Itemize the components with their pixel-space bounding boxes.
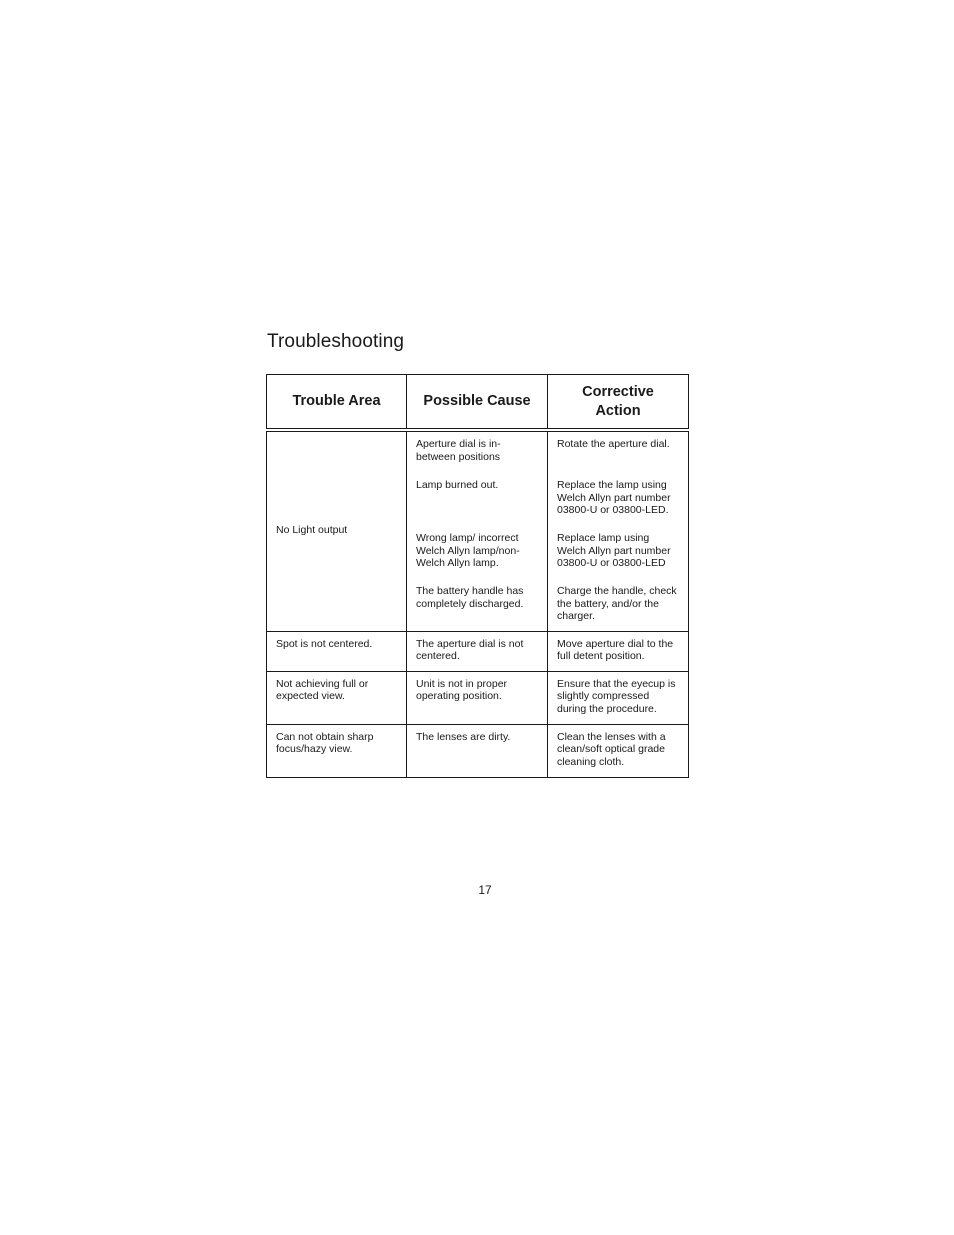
possible-cause-cell (407, 430, 548, 631)
table-row (267, 430, 689, 631)
possible-cause-cell: The aperture dial is not centered. (407, 631, 548, 671)
corrective-action-cell: Ensure that the eyecup is slightly compressed during the procedure. (548, 671, 689, 724)
corrective-action-cell: Clean the lenses with a clean/soft optical grade cleaning cloth. (548, 724, 689, 777)
table-row (267, 631, 689, 671)
cause-item: Wrong lamp/ incorrect Welch Allyn lamp/non-Welch Allyn lamp. (416, 532, 520, 569)
action-item: Charge the handle, check the battery, and/or the charger. (557, 585, 677, 622)
cause-item: Lamp burned out. (416, 479, 499, 491)
action-item: Rotate the aperture dial. (557, 438, 670, 450)
cause-item: The battery handle has completely discharged. (416, 585, 524, 610)
action-item: Replace lamp using Welch Allyn part number 03800-U or 03800-LED (557, 532, 671, 569)
corrective-action-cell: Move aperture dial to the full detent position. (548, 631, 689, 671)
corrective-action-cell (548, 430, 689, 631)
trouble-area-cell: Can not obtain sharp focus/hazy view. (267, 724, 407, 777)
troubleshooting-table (266, 374, 689, 778)
page-title: Troubleshooting (267, 331, 405, 352)
action-item: Replace the lamp using Welch Allyn part number 03800-U or 03800-LED. (557, 479, 671, 516)
header-corrective-action: Corrective Action (548, 375, 689, 431)
cause-item: Aperture dial is in-between positions (416, 438, 501, 463)
header-trouble-area: Trouble Area (267, 375, 407, 431)
page-number: 17 (478, 883, 492, 897)
trouble-area-cell: Spot is not centered. (267, 631, 407, 671)
possible-cause-cell: Unit is not in proper operating position. (407, 671, 548, 724)
trouble-area-cell: Not achieving full or expected view. (267, 671, 407, 724)
header-possible-cause: Possible Cause (407, 375, 548, 431)
table-row (267, 671, 689, 724)
table-header-row (267, 375, 689, 431)
possible-cause-cell: The lenses are dirty. (407, 724, 548, 777)
table-row (267, 724, 689, 777)
trouble-area-cell: No Light output (267, 430, 407, 631)
